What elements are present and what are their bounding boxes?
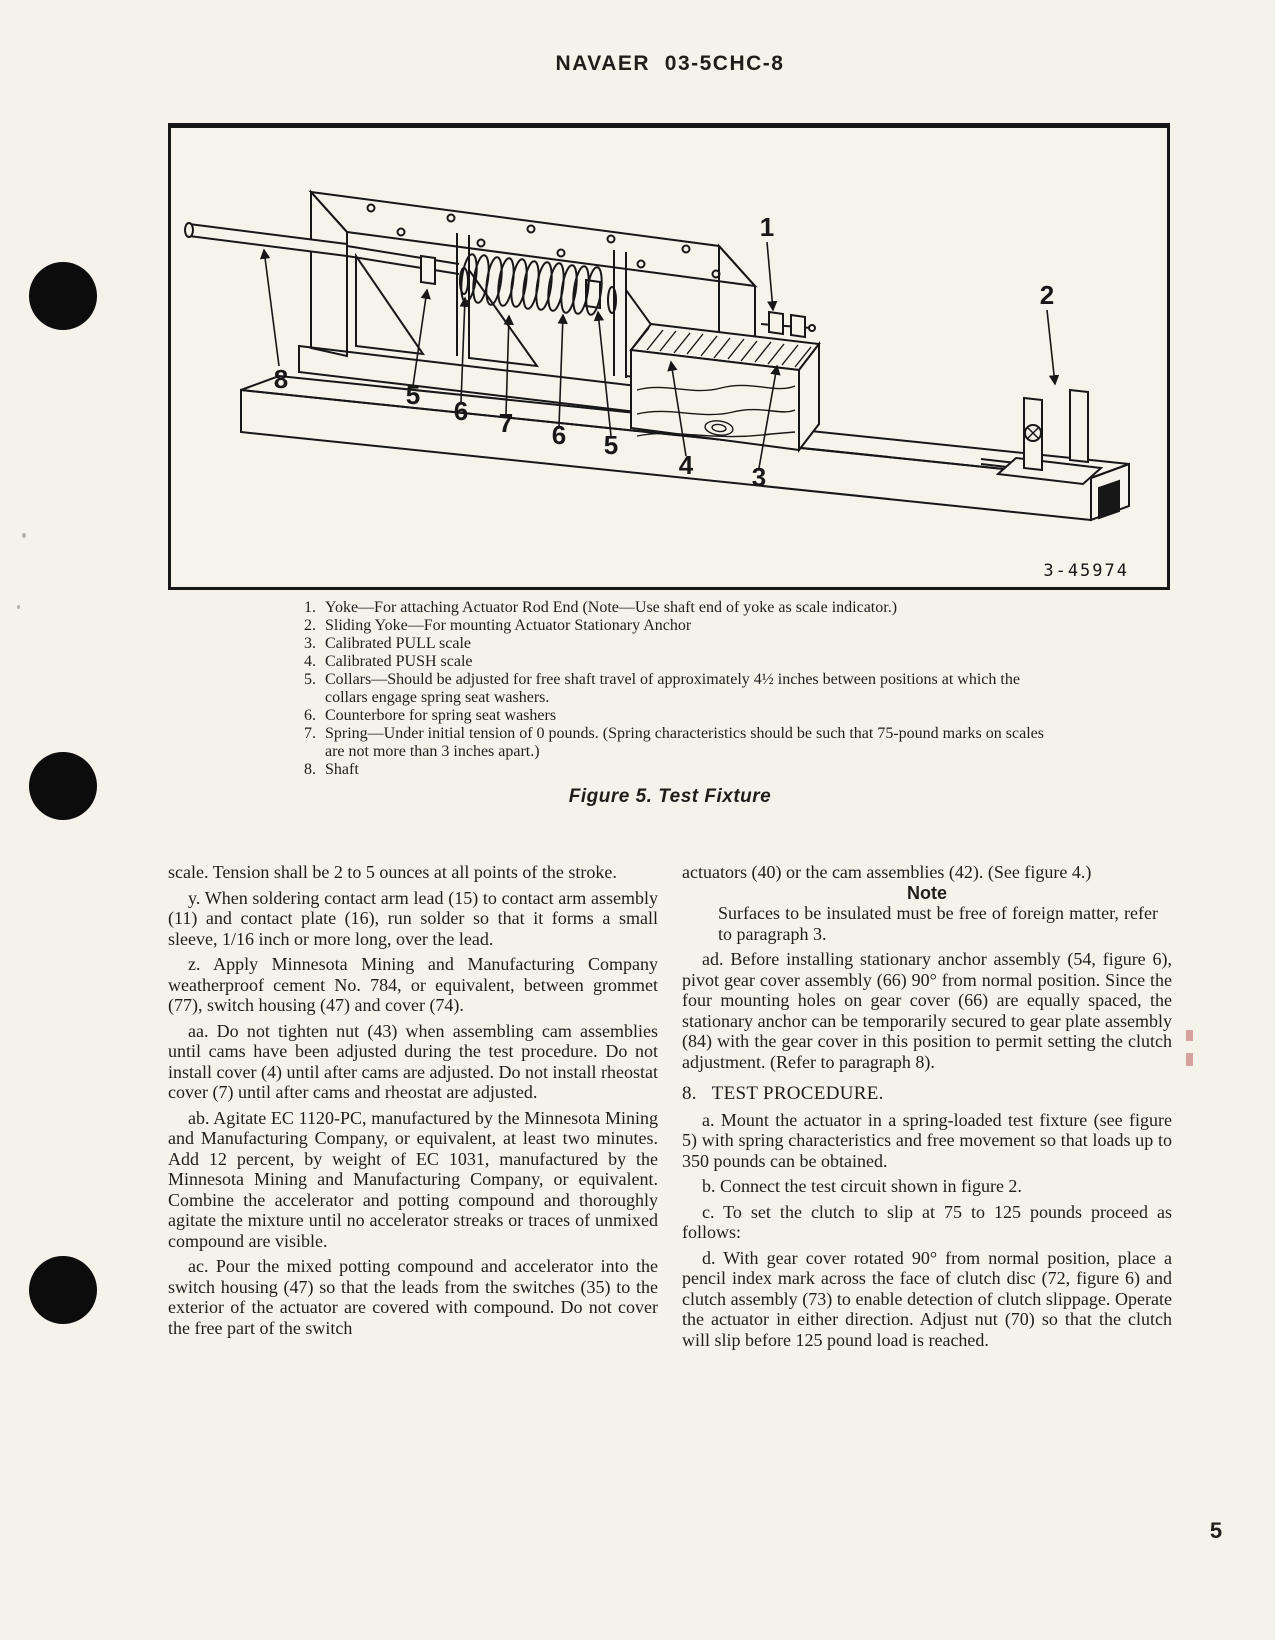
callout-5b: 5 — [603, 430, 619, 460]
callout-4: 4 — [678, 450, 694, 480]
binder-hole-middle — [29, 752, 97, 820]
callout-3: 3 — [751, 462, 767, 492]
paragraph-ad: ad. Before installing stationary anchor assembly (54, figure 6), pivot gear cover assembly (66) 90° from normal position. Since the four mounting holes on gear cover (66) are equally spaced, the stationary anchor can be temporarily secured to gear plate assembly (84) with the gear cover in this position to permit setting the clutch adjustment. (Refer to paragraph 8). — [682, 949, 1172, 1072]
wood-block-scales — [631, 324, 819, 450]
paragraph-c: c. To set the clutch to slip at 75 to 125 pounds proceed as follows: — [682, 1201, 1172, 1242]
figure-box — [168, 123, 1170, 590]
callout-6a: 6 — [453, 396, 469, 426]
paper-speck — [22, 533, 26, 538]
paragraph-a: a. Mount the actuator in a spring-loaded test fixture (see figure 5) with spring characteristics and free movement so that loads up to 350 pounds can be obtained. — [682, 1109, 1172, 1171]
yoke — [761, 312, 815, 337]
left-column — [168, 862, 658, 1350]
legend-item: 5. Collars—Should be adjusted for free shaft travel of approximately 4½ inches between positions at which the collars engage spring seat washers. — [304, 671, 1020, 706]
note-heading: Note — [907, 882, 947, 903]
callout-8: 8 — [273, 364, 289, 394]
legend-item: 7. Spring—Under initial tension of 0 pounds. (Spring characteristics should be such that 75-pound marks on scales are not more than 3 inches apart.) — [304, 725, 1044, 760]
edge-mark — [1186, 1030, 1193, 1041]
paper-speck — [17, 605, 20, 609]
legend-item: 3. Calibrated PULL scale — [304, 635, 472, 652]
callout-1: 1 — [759, 212, 775, 242]
test-fixture-drawing — [171, 128, 1167, 587]
legend-item: 2. Sliding Yoke—For mounting Actuator Stationary Anchor — [304, 617, 692, 634]
figure-legend — [292, 599, 1054, 779]
legend-item: 6. Counterbore for spring seat washers — [304, 707, 557, 724]
page-number: 5 — [1209, 1518, 1223, 1543]
paragraph-z: z. Apply Minnesota Mining and Manufacturing Company weatherproof cement No. 784, or equivalent, between grommet (77), switch housing (47) and cover (74). — [168, 954, 658, 1015]
paragraph-b: b. Connect the test circuit shown in figure 2. — [702, 1176, 1022, 1196]
page-header: NAVAER 03-5CHC-8 — [555, 52, 785, 75]
sliding-yoke — [981, 390, 1101, 484]
binder-hole-top — [29, 262, 97, 330]
callout-7: 7 — [498, 408, 514, 438]
callout-2: 2 — [1039, 280, 1055, 310]
note-body: Surfaces to be insulated must be free of foreign matter, refer to paragraph 3. — [718, 903, 1158, 944]
section-heading: 8. TEST PROCEDURE. — [682, 1083, 884, 1104]
legend-item: 8. Shaft — [304, 761, 359, 778]
paragraph-ac: ac. Pour the mixed potting compound and accelerator into the switch housing (47) so that the leads from the switches (35) to the exterior of the actuator are covered with compound. Do not cover the free part of the switch — [168, 1256, 658, 1338]
paragraph: actuators (40) or the cam assemblies (42). (See figure 4.) — [682, 862, 1092, 882]
callout-5a: 5 — [405, 380, 421, 410]
shaft — [185, 223, 459, 274]
edge-mark — [1186, 1053, 1193, 1066]
legend-item: 4. Calibrated PUSH scale — [304, 653, 473, 670]
drawing-number: 3-45974 — [1043, 561, 1129, 581]
paragraph: scale. Tension shall be 2 to 5 ounces at all points of the stroke. — [168, 862, 617, 882]
callout-6b: 6 — [551, 420, 567, 450]
legend-item: 1. Yoke—For attaching Actuator Rod End (Note—Use shaft end of yoke as scale indicator.) — [304, 599, 898, 616]
body-columns — [168, 862, 1172, 1350]
paragraph-y: y. When soldering contact arm lead (15) to contact arm assembly (11) and contact plate (16), run solder so that it forms a small sleeve, 1/16 inch or more long, over the lead. — [168, 887, 658, 949]
paragraph-ab: ab. Agitate EC 1120-PC, manufactured by the Minnesota Mining and Manufacturing Company, or equivalent, at least two minutes. Add 12 percent, by weight of EC 1031, manufactured by the Minnesota Mining and Manufacturing Company, or equivalent. Combine the accelerator and potting compound and thoroughly agitate the mixture until no accelerator streaks or traces of unmixed compound are visible. — [168, 1107, 658, 1251]
paragraph-d: d. With gear cover rotated 90° from normal position, place a pencil index mark across the face of clutch disc (72, figure 6) and clutch assembly (73) to enable detection of clutch slippage. Operate the actuator in either direction. Adjust nut (70) so that the clutch will slip before 125 pound load is reached. — [682, 1247, 1172, 1350]
paragraph-aa: aa. Do not tighten nut (43) when assembling cam assemblies until cams have been adjusted during the test procedure. Do not install cover (4) until after cams are adjusted. Do not install rheostat cover (7) until after cams and rheostat are adjusted. — [168, 1020, 658, 1102]
right-column — [682, 862, 1172, 1350]
binder-hole-bottom — [29, 1256, 97, 1324]
figure-caption: Figure 5. Test Fixture — [568, 786, 772, 807]
